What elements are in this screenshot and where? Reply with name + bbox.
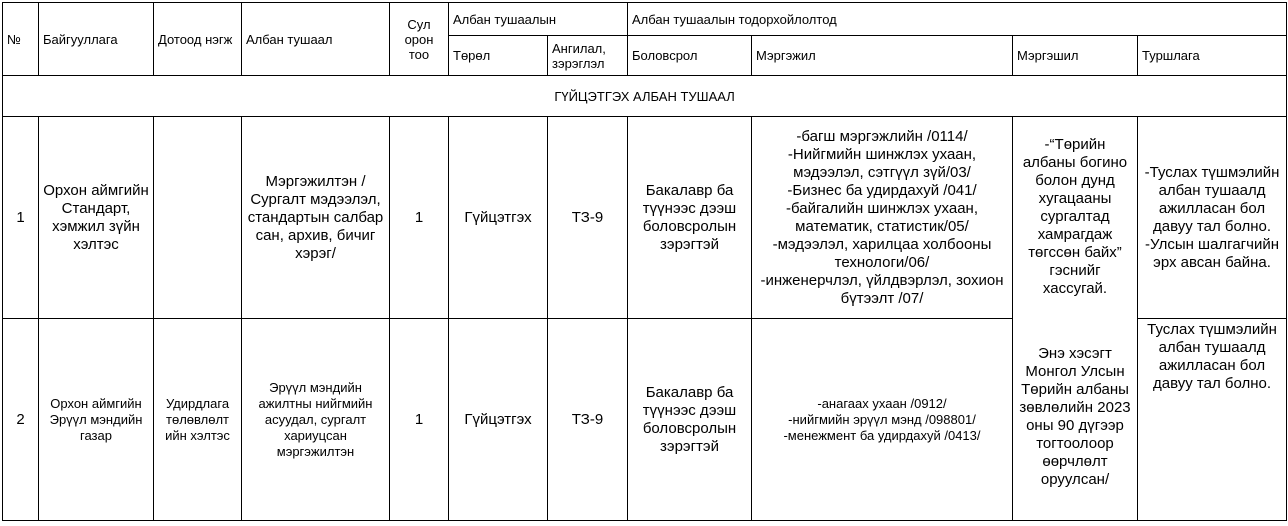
skill-top-text: -“Төрийн албаны богино болон дунд хугацааны сургалтад хамрагдаж төгссөн байх” гэснийг хассугай. [1022, 136, 1128, 297]
row-profession: -багш мэргэжлийн /0114/ -Нийгмийн шинжлэх ухаан, мэдээлэл, сэтгүүл зүй/03/ -Бизнес ба удирдахуй /041/ -байгалийн шинжлэх ухаан, математик, статистик/05/ -мэдээлэл, харилцаа холбооны технологи/06/ -инженерчлэл, үйлдвэрлэл, зохион бүтээлт /07/ [752, 117, 1013, 319]
header-position: Албан тушаал [242, 3, 390, 76]
row-class: ТЗ-9 [548, 319, 628, 521]
header-vacancy: Сул орон тоо [390, 3, 449, 76]
header-unit: Дотоод нэгж [154, 3, 242, 76]
row-position: Эрүүл мэндийн ажилтны нийгмийн асуудал, сургалт хариуцсан мэргэжилтэн [242, 319, 390, 521]
row-type: Гүйцэтгэх [449, 319, 548, 521]
row-profession: -анагаах ухаан /0912/ -нийгмийн эрүүл мэнд /098801/ -менежмент ба удирдахуй /0413/ [752, 319, 1013, 521]
header-details-group: Албан тушаалын тодорхойлолтод [628, 3, 1287, 36]
table-row [3, 117, 1287, 319]
row-education: Бакалавр ба түүнээс дээш боловсролын зэрэгтэй [628, 319, 752, 521]
header-skill: Мэргэшил [1013, 36, 1138, 76]
row-experience: -Туслах түшмэлийн албан тушаалд ажилласан бол давуу тал болно. -Улсын шалгагчийн эрх авсан байна. [1138, 117, 1287, 319]
header-type: Төрөл [449, 36, 548, 76]
header-profession: Мэргэжил [752, 36, 1013, 76]
row-vacancy: 1 [390, 117, 449, 319]
row-position: Мэргэжилтэн /Сургалт мэдээлэл, стандартын салбар сан, архив, бичиг хэрэг/ [242, 117, 390, 319]
header-class: Ангилал, зэрэглэл [548, 36, 628, 76]
row-class: ТЗ-9 [548, 117, 628, 319]
section-title: ГҮЙЦЭТГЭХ АЛБАН ТУШААЛ [3, 76, 1287, 117]
row-unit [154, 117, 242, 319]
header-education: Боловсрол [628, 36, 752, 76]
header-org: Байгууллага [39, 3, 154, 76]
row-vacancy: 1 [390, 319, 449, 521]
row-education: Бакалавр ба түүнээс дээш боловсролын зэрэгтэй [628, 117, 752, 319]
row-org: Орхон аймгийн Стандарт, хэмжил зүйн хэлтэс [39, 117, 154, 319]
job-vacancy-table [2, 2, 1287, 521]
header-experience: Туршлага [1138, 36, 1287, 76]
row-skill [1013, 117, 1138, 521]
header-num: № [3, 3, 39, 76]
header-position-group: Албан тушаалын [449, 3, 628, 36]
skill-bottom-text: Энэ хэсэгт Монгол Улсын Төрийн албаны зөвлөлийн 2023 оны 90 дүгээр тогтоолоор өөрчлөлт оруулсан/ [1019, 345, 1131, 488]
row-num: 1 [3, 117, 39, 319]
row-unit: Удирдлага төлөвлөлт ийн хэлтэс [154, 319, 242, 521]
row-type: Гүйцэтгэх [449, 117, 548, 319]
row-org: Орхон аймгийн Эрүүл мэндийн газар [39, 319, 154, 521]
row-num: 2 [3, 319, 39, 521]
row-experience: Туслах түшмэлийн албан тушаалд ажилласан бол давуу тал болно. [1138, 319, 1287, 521]
